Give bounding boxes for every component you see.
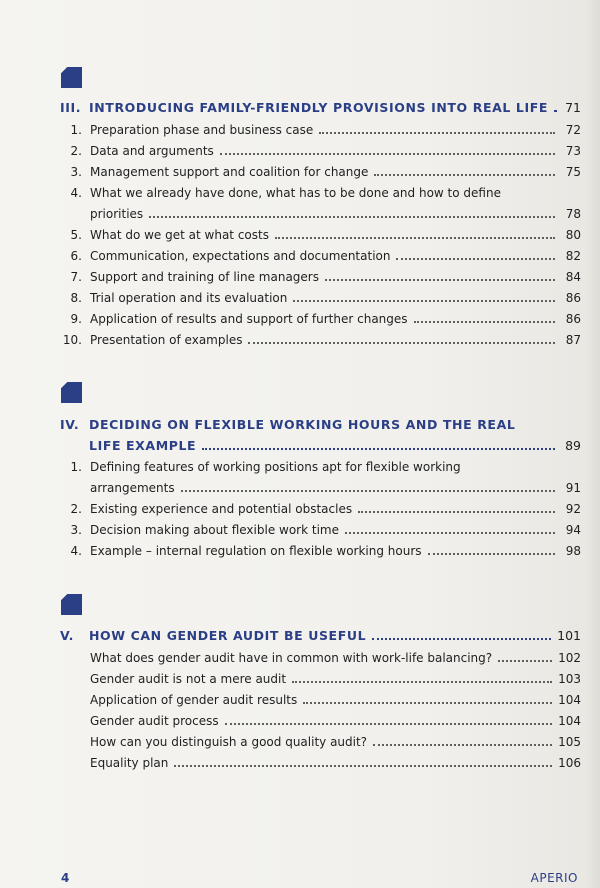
- section-title: DECIDING ON FLEXIBLE WORKING HOURS AND THE REAL: [89, 417, 516, 432]
- toc-entry[interactable]: [60, 517, 581, 537]
- leader-dots: [275, 237, 555, 239]
- entry-number: 8.: [70, 291, 82, 305]
- entry-title: What do we get at what costs: [90, 228, 269, 242]
- page-ref: 104: [558, 693, 581, 707]
- toc-entry[interactable]: [60, 729, 581, 749]
- entry-number: 4.: [70, 186, 82, 200]
- section-title: INTRODUCING FAMILY-FRIENDLY PROVISIONS INTO REAL LIFE: [89, 100, 548, 115]
- toc-section-heading[interactable]: [60, 623, 581, 643]
- toc-section-heading[interactable]: [60, 412, 581, 432]
- leader-dots: [220, 153, 555, 155]
- leader-dots: [498, 660, 552, 662]
- page-ref: 78: [565, 207, 581, 221]
- entry-number: 2.: [70, 144, 82, 158]
- entry-title: Example – internal regulation on flexible working hours: [90, 544, 422, 558]
- toc-entry[interactable]: [60, 496, 581, 516]
- entry-number: 9.: [70, 312, 82, 326]
- entry-number: 7.: [70, 270, 82, 284]
- toc-entry[interactable]: [60, 117, 581, 137]
- entry-number: 1.: [70, 123, 82, 137]
- section-number: III.: [60, 100, 82, 115]
- entry-title: Decision making about flexible work time: [90, 523, 339, 537]
- leader-dots: [149, 216, 555, 218]
- entry-number: 5.: [70, 228, 82, 242]
- entry-number: 3.: [70, 165, 82, 179]
- page-ref: 86: [565, 291, 581, 305]
- section-number: IV.: [60, 417, 80, 432]
- toc-entry[interactable]: [60, 327, 581, 347]
- entry-title: Data and arguments: [90, 144, 214, 158]
- section-marker-icon: [61, 382, 82, 403]
- toc-entry-continuation[interactable]: [60, 201, 581, 221]
- toc-entry[interactable]: [60, 222, 581, 242]
- toc-entry[interactable]: [60, 645, 581, 665]
- page-ref: 80: [565, 228, 581, 242]
- brand-name: APERIO: [530, 871, 578, 885]
- leader-dots: [292, 681, 552, 683]
- leader-dots: [202, 448, 555, 450]
- page-ref: 102: [558, 651, 581, 665]
- page-ref: 73: [565, 144, 581, 158]
- entry-number: 4.: [70, 544, 82, 558]
- leader-dots: [293, 300, 555, 302]
- page-ref: 84: [565, 270, 581, 284]
- page-ref: 103: [558, 672, 581, 686]
- toc-entry[interactable]: [60, 159, 581, 179]
- section-title-cont: LIFE EXAMPLE: [89, 438, 197, 453]
- leader-dots: [325, 279, 555, 281]
- leader-dots: [319, 132, 555, 134]
- page-ref: 101: [557, 628, 581, 643]
- toc-entry[interactable]: [60, 454, 581, 474]
- entry-number: 6.: [70, 249, 82, 263]
- leader-dots: [373, 744, 552, 746]
- page-ref: 75: [565, 165, 581, 179]
- leader-dots: [358, 511, 555, 513]
- toc-entry[interactable]: [60, 538, 581, 558]
- page-ref: 106: [558, 756, 581, 770]
- toc-section-heading[interactable]: [60, 95, 581, 115]
- leader-dots: [248, 342, 555, 344]
- entry-title: Presentation of examples: [90, 333, 243, 347]
- entry-title: Defining features of working positions apt for flexible working: [90, 460, 461, 474]
- page-ref: 71: [565, 100, 581, 115]
- leader-dots: [428, 553, 555, 555]
- page-ref: 82: [565, 249, 581, 263]
- leader-dots: [374, 174, 555, 176]
- toc-entry[interactable]: [60, 138, 581, 158]
- entry-title: Gender audit process: [90, 714, 219, 728]
- entry-title: Support and training of line managers: [90, 270, 319, 284]
- entry-title-cont: priorities: [90, 207, 144, 221]
- toc-entry[interactable]: [60, 264, 581, 284]
- toc-entry[interactable]: [60, 708, 581, 728]
- toc-entry[interactable]: [60, 285, 581, 305]
- entry-title: Preparation phase and business case: [90, 123, 314, 137]
- leader-dots: [554, 110, 555, 112]
- page-ref: 98: [565, 544, 581, 558]
- leader-dots: [174, 765, 552, 767]
- section-marker-icon: [61, 594, 82, 615]
- toc-entry[interactable]: [60, 243, 581, 263]
- page-ref: 92: [565, 502, 581, 516]
- entry-title: Existing experience and potential obstacles: [90, 502, 353, 516]
- toc-section-heading-continuation[interactable]: [60, 433, 581, 453]
- page-ref: 104: [558, 714, 581, 728]
- leader-dots: [345, 532, 555, 534]
- entry-title: Management support and coalition for change: [90, 165, 369, 179]
- entry-number: 10.: [62, 333, 82, 347]
- page-ref: 72: [565, 123, 581, 137]
- leader-dots: [303, 702, 552, 704]
- page-edge-shadow: [586, 0, 600, 888]
- entry-title: Communication, expectations and documentation: [90, 249, 391, 263]
- toc-entry[interactable]: [60, 180, 581, 200]
- entry-number: 2.: [70, 502, 82, 516]
- entry-title: Equality plan: [90, 756, 169, 770]
- leader-dots: [181, 490, 555, 492]
- entry-title-cont: arrangements: [90, 481, 175, 495]
- page-number: 4: [61, 871, 70, 885]
- entry-number: 1.: [70, 460, 82, 474]
- toc-entry[interactable]: [60, 750, 581, 770]
- entry-title: What we already have done, what has to be done and how to define: [90, 186, 501, 200]
- leader-dots: [372, 638, 551, 640]
- entry-title: Gender audit is not a mere audit: [90, 672, 287, 686]
- entry-title: Application of results and support of further changes: [90, 312, 408, 326]
- entry-title: Trial operation and its evaluation: [90, 291, 288, 305]
- page-ref: 105: [558, 735, 581, 749]
- section-number: V.: [60, 628, 75, 643]
- leader-dots: [414, 321, 555, 323]
- page-ref: 86: [565, 312, 581, 326]
- leader-dots: [225, 723, 553, 725]
- entry-title: Application of gender audit results: [90, 693, 298, 707]
- toc-entry[interactable]: [60, 666, 581, 686]
- entry-title: How can you distinguish a good quality audit?: [90, 735, 368, 749]
- leader-dots: [396, 258, 555, 260]
- section-marker-icon: [61, 67, 82, 88]
- toc-entry[interactable]: [60, 687, 581, 707]
- entry-number: 3.: [70, 523, 82, 537]
- toc-entry-continuation[interactable]: [60, 475, 581, 495]
- entry-title: What does gender audit have in common with work-life balancing?: [90, 651, 493, 665]
- toc-entry[interactable]: [60, 306, 581, 326]
- page-ref: 87: [565, 333, 581, 347]
- page-ref: 89: [565, 438, 581, 453]
- page-ref: 91: [565, 481, 581, 495]
- section-title: HOW CAN GENDER AUDIT BE USEFUL: [89, 628, 367, 643]
- page-ref: 94: [565, 523, 581, 537]
